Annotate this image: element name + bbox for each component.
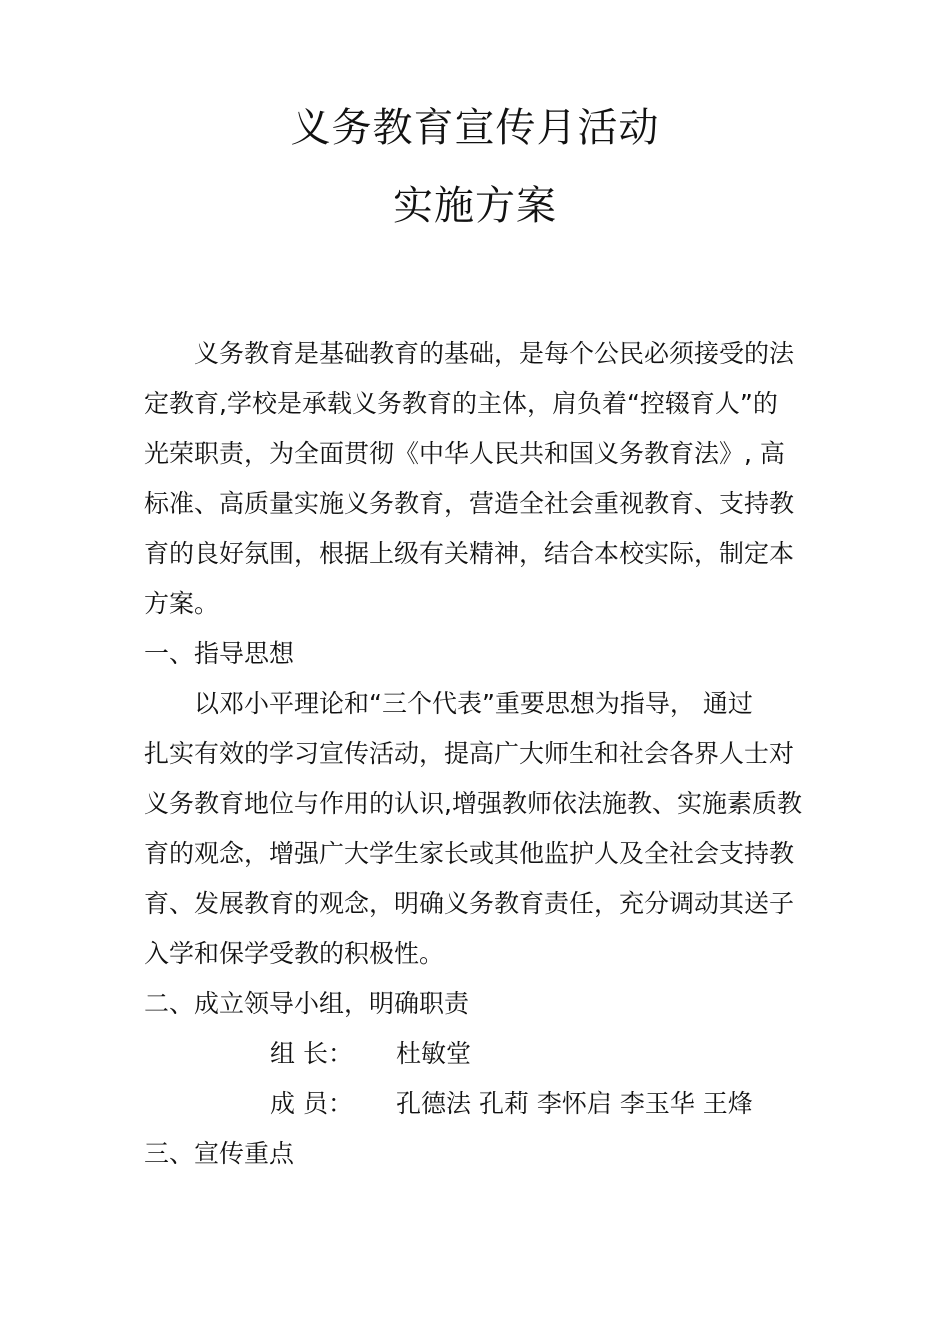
section1-line: 育的观念，增强广大学生家长或其他监护人及全社会支持教 — [144, 839, 795, 868]
section-heading-leadership-group: 二、成立领导小组，明确职责 — [144, 989, 470, 1018]
intro-line: 光荣职责，为全面贯彻《中华人民共和国义务教育法》, 高 — [144, 439, 785, 468]
intro-line: 方案。 — [144, 589, 220, 618]
section-heading-publicity-focus: 三、宣传重点 — [144, 1139, 295, 1168]
members-row — [144, 1079, 834, 1129]
intro-line: 义务教育是基础教育的基础，是每个公民必须接受的法 — [194, 339, 795, 368]
section1-line: 入学和保学受教的积极性。 — [144, 939, 445, 968]
document-body — [144, 329, 834, 1179]
section1-line: 义务教育地位与作用的认识,增强教师依法施教、实施素质教 — [144, 789, 802, 818]
intro-line: 定教育,学校是承载义务教育的主体，肩负着“控辍育人”的 — [144, 389, 778, 418]
section-heading-guiding-ideology: 一、指导思想 — [144, 639, 295, 668]
section1-line: 以邓小平理论和“三个代表”重要思想为指导， 通过 — [194, 689, 753, 718]
leader-label: 组 长： — [270, 1039, 353, 1068]
leader-row — [144, 1029, 834, 1079]
members-names: 孔德法 孔莉 李怀启 李玉华 王烽 — [396, 1089, 753, 1118]
section1-line: 育、发展教育的观念，明确义务教育责任，充分调动其送子 — [144, 889, 795, 918]
intro-line: 育的良好氛围，根据上级有关精神，结合本校实际，制定本 — [144, 539, 795, 568]
members-label: 成 员： — [270, 1089, 353, 1118]
section1-line: 扎实有效的学习宣传活动，提高广大师生和社会各界人士对 — [144, 739, 795, 768]
document-title: 义务教育宣传月活动 — [290, 105, 660, 151]
intro-line: 标准、高质量实施义务教育，营造全社会重视教育、支持教 — [144, 489, 795, 518]
leader-name: 杜敏堂 — [396, 1039, 472, 1068]
document-subtitle: 实施方案 — [393, 183, 557, 229]
